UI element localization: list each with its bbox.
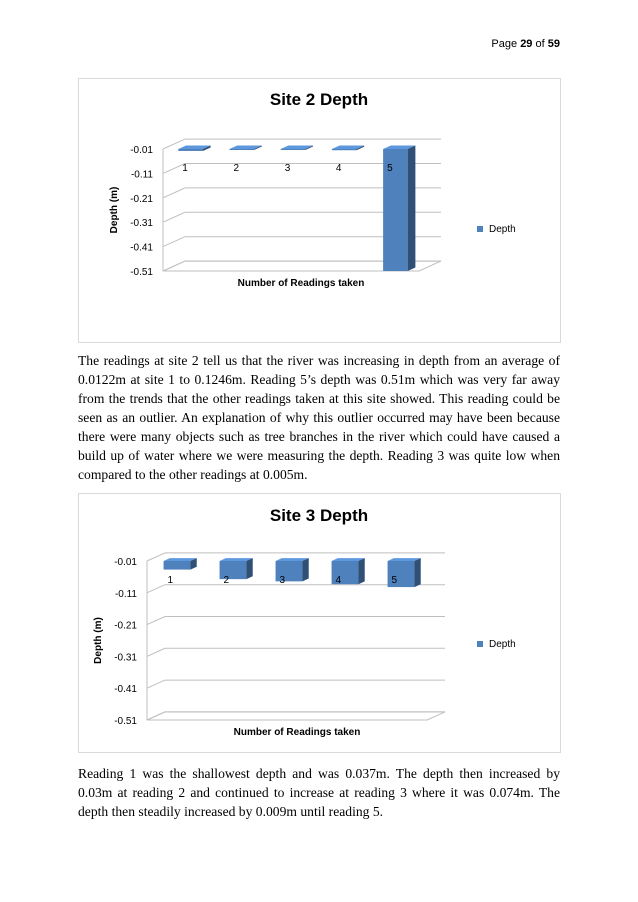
gridline [147,680,445,688]
site3-paragraph: Reading 1 was the shallowest depth and was 0.037m. The depth then increased by 0.03m at reading 2 and continued to increase at reading 3 where it was 0.074m. The depth then steadily increased by 0.009m until reading 5. [78,766,560,819]
page-number [491,38,560,50]
gridline [147,712,445,720]
chart-floor [147,712,445,720]
site2-paragraph: The readings at site 2 tell us that the river was increasing in depth from an average of 0.0122m at site 1 to 0.1246m. Reading 5’s depth was 0.51m which was very far away from the trends that the other readings taken at this site showed. This reading could be seen as an outlier. An explanation of why this outlier occurred may have been because there were many objects such as tree branches in the river which could have caused a build up of water where we were measuring the depth. Reading 3 was quite low when compared to the other readings at 0.005m. [78,353,560,482]
y-axis-label: Depth (m) [93,617,104,664]
y-tick-label: -0.11 [130,169,153,181]
chart-title: Site 3 Depth [269,506,369,525]
site3-chart-svg [79,494,560,752]
y-tick-label: -0.41 [114,684,137,696]
y-tick-label: -0.21 [130,193,153,205]
bar-side [408,146,416,271]
x-axis-label: Number of Readings taken [233,727,361,738]
bar-side [302,558,308,581]
legend-swatch [477,226,483,232]
site3-depth-chart [78,493,561,753]
y-tick-label: -0.31 [114,652,137,664]
bar-side [414,558,420,587]
x-category-label: 1 [167,575,174,586]
y-tick-label: -0.51 [130,267,153,278]
x-category-label: 4 [335,575,342,586]
x-category-label: 4 [335,163,342,174]
bar-side [246,558,252,579]
bar [178,149,203,151]
x-category-label: 3 [279,575,286,586]
site2-depth-chart [78,78,561,343]
y-tick-label: -0.41 [130,242,153,254]
bar [332,149,357,150]
y-tick-label: -0.31 [130,218,153,230]
x-axis-label: Number of Readings taken [237,278,365,289]
bar [164,561,191,570]
legend-label: Depth [489,224,516,235]
x-category-label: 1 [182,163,188,174]
x-category-label: 3 [284,163,291,174]
y-tick-label: -0.01 [114,557,137,568]
x-category-label: 5 [387,163,393,174]
gridline [147,648,445,656]
site2-chart-svg [79,79,560,342]
page-of: of [535,38,545,50]
legend-swatch [477,641,483,647]
y-tick-label: -0.51 [114,716,137,727]
page-total: 59 [547,38,560,50]
page-current: 29 [520,38,533,50]
y-tick-label: -0.01 [130,145,153,156]
y-tick-label: -0.11 [114,588,137,600]
x-category-label: 5 [391,575,398,586]
bar [230,149,255,150]
legend-label: Depth [489,639,516,650]
x-category-label: 2 [223,575,230,586]
page-label: Page [491,38,518,50]
chart-title: Site 2 Depth [269,90,369,109]
bar-side [358,558,364,584]
x-category-label: 2 [233,163,240,174]
bar [281,149,306,150]
gridline [147,617,445,625]
y-tick-label: -0.21 [114,620,137,632]
y-axis-label: Depth (m) [109,186,120,234]
